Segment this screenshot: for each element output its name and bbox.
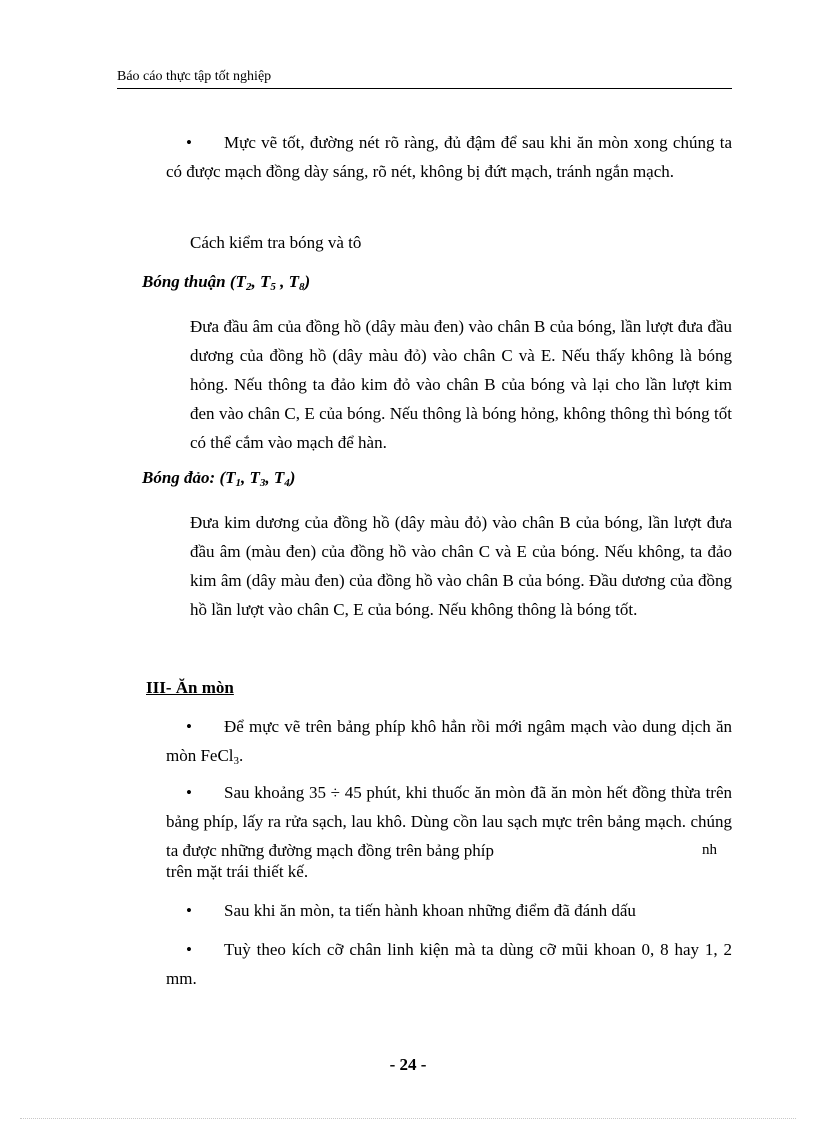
footer-divider (20, 1118, 796, 1119)
bullet-icon: • (186, 901, 192, 920)
stray-text: nh (702, 842, 717, 858)
bullet-icon: • (186, 940, 192, 959)
intro-bullet-paragraph (166, 128, 732, 186)
etch-bullet-2: • Sau khoảng 35 ÷ 45 phút, khi thuốc ăn mòn đã ăn mòn hết đồng thừa trên bảng phíp, lấy ra rửa sạch, lau khô. Dùng cồn lau sạch mực trên bảng mạch. chúng ta được những đường mạch đồng trên bảng phíp (166, 778, 732, 865)
bullet-icon: • (186, 133, 192, 152)
section-title: III- Ăn mòn (146, 678, 234, 697)
forward-transistor-body: Đưa đầu âm của đồng hồ (dây màu đen) vào chân B của bóng, lần lượt đưa đầu dương của đồng hồ (dây màu đỏ) vào chân C và E. Nếu thấy không là bóng hỏng. Nếu thông ta đảo kim đỏ vào chân B của bóng và lại cho lần lượt kim đen vào chân C, E của bóng. Nếu thông là bóng hỏng, không thông thì bóng tốt có thể cắm vào mạch để hàn. (190, 317, 732, 452)
forward-transistor-heading: Bóng thuận ($T_2$, $T_5$ , $T_8$) (142, 272, 311, 293)
bullet-icon: • (186, 783, 192, 802)
reverse-transistor-heading: Bóng đảo: ($T_1$, $T_3$, $T_4$) (142, 468, 296, 489)
check-heading: Cách kiểm tra bóng và tô (190, 233, 362, 252)
bullet-icon: • (186, 717, 192, 736)
etch-bullet-2-end: trên mặt trái thiết kế. (166, 862, 309, 881)
etch-bullet-3: • Sau khi ăn mòn, ta tiến hành khoan những điểm đã đánh dấu (166, 896, 732, 925)
etch-bullet-4: • Tuỳ theo kích cỡ chân linh kiện mà ta dùng cỡ mũi khoan 0, 8 hay 1, 2 mm. (166, 935, 732, 993)
page-header: Báo cáo thực tập tốt nghiệp (117, 68, 732, 89)
page-number: - 24 - (389, 1055, 427, 1074)
intro-bullet-text: Mực vẽ tốt, đường nét rõ ràng, đủ đậm để sau khi ăn mòn xong chúng ta có được mạch đồng dày sáng, rõ nét, không bị đứt mạch, tránh ngắn mạch. (166, 133, 732, 181)
reverse-transistor-body: Đưa kim dương của đồng hồ (dây màu đỏ) vào chân B của bóng, lần lượt đưa đầu âm (màu đen) của đồng hồ vào chân C và E của bóng. Nếu không, ta đảo kim âm (dây màu đen) của đồng hồ vào chân B của bóng. Đầu dương của đồng hồ lần lượt vào chân C, E của bóng. Nếu không thông là bóng tốt. (190, 513, 732, 619)
etch-bullet-1: • Để mực vẽ trên bảng phíp khô hẳn rồi mới ngâm mạch vào dung dịch ăn mòn FeCl$_3$. (166, 712, 732, 770)
